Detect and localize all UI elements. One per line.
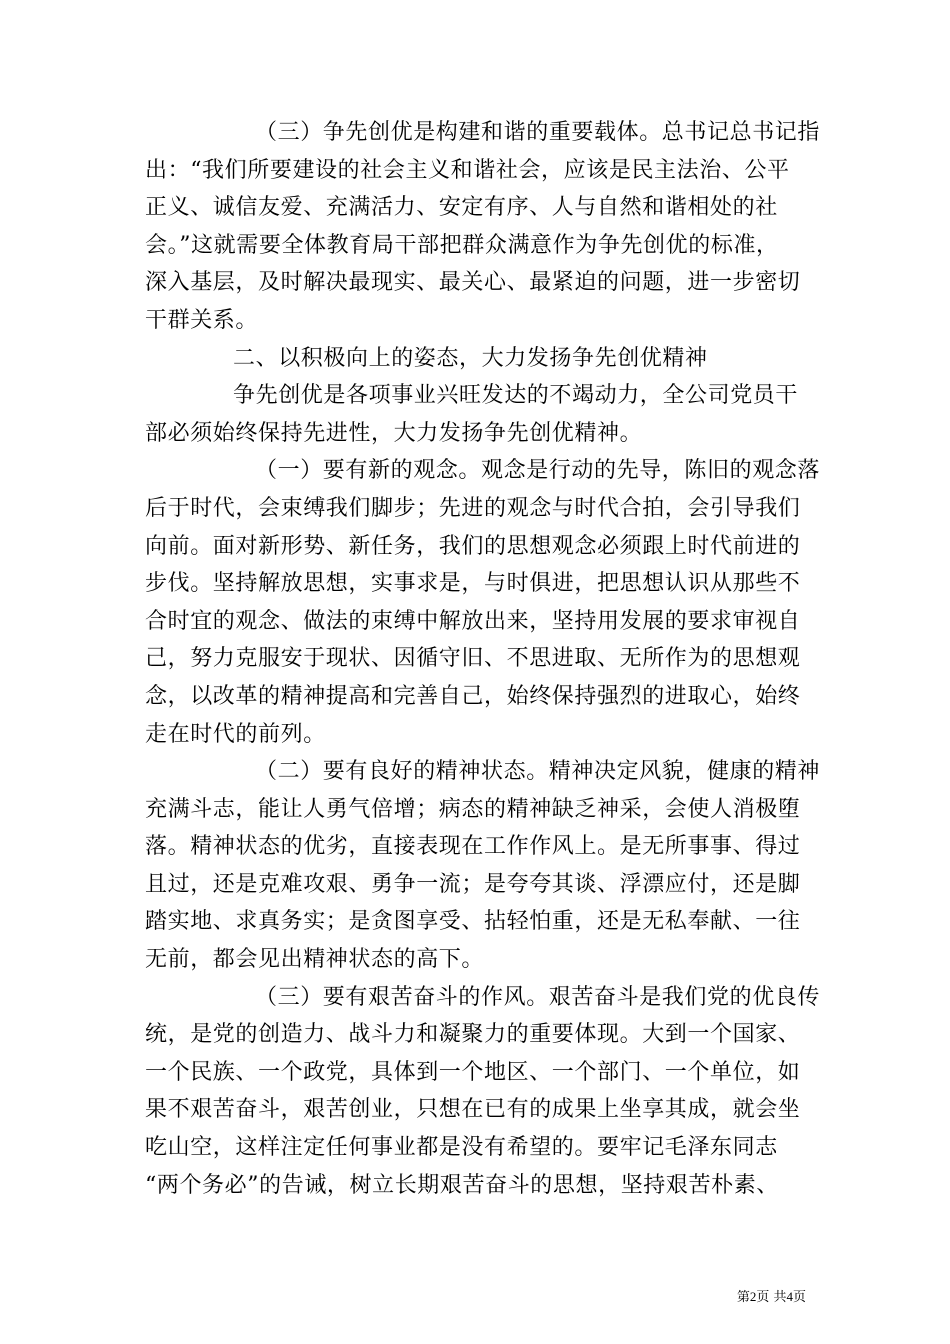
text-line: 正义、诚信友爱、充满活力、安定有序、人与自然和谐相处的社 <box>145 195 778 221</box>
footer-prefix: 第 <box>736 1290 750 1305</box>
text-line: 出：“我们所要建设的社会主义和谐社会，应该是民主法治、公平 <box>145 157 790 183</box>
section-heading: 二、以积极向上的姿态，大力发扬争先创优精神 <box>233 345 708 371</box>
text-line: 一个民族、一个政党，具体到一个地区、一个部门、一个单位，如 <box>145 1059 801 1085</box>
text-line: 后于时代，会束缚我们脚步；先进的观念与时代合拍，会引导我们 <box>145 495 801 521</box>
text-line: 部必须始终保持先进性，大力发扬争先创优精神。 <box>145 420 643 446</box>
text-line: 走在时代的前列。 <box>145 721 326 747</box>
current-page-number: 2 <box>749 1289 757 1304</box>
text-line: 争先创优是各项事业兴旺发达的不竭动力，全公司党员干 <box>233 383 799 409</box>
text-line: 干群关系。 <box>145 307 259 333</box>
footer-middle: 页 共 <box>756 1290 787 1305</box>
text-line: 合时宜的观念、做法的束缚中解放出来，坚持用发展的要求审视自 <box>145 608 801 634</box>
text-line: 且过，还是克难攻艰、勇争一流；是夸夸其谈、浮漂应付，还是脚 <box>145 871 801 897</box>
text-line: 无前，都会见出精神状态的高下。 <box>145 947 485 973</box>
text-line: 果不艰苦奋斗，艰苦创业，只想在已有的成果上坐享其成，就会坐 <box>145 1097 801 1123</box>
text-line: （三）争先创优是构建和谐的重要载体。总书记总书记指 <box>255 120 821 145</box>
text-line: 统，是党的创造力、战斗力和凝聚力的重要体现。大到一个国家、 <box>145 1022 801 1048</box>
text-line: 落。精神状态的优劣，直接表现在工作作风上。是无所事事、得过 <box>145 834 801 860</box>
text-line: 步伐。坚持解放思想，实事求是，与时俱进，把思想认识从那些不 <box>145 571 801 597</box>
footer-suffix: 页 <box>792 1290 806 1305</box>
text-line: （二）要有良好的精神状态。精神决定风貌，健康的精神 <box>255 759 821 785</box>
text-line: 踏实地、求真务实；是贪图享受、拈轻怕重，还是无私奉献、一往 <box>145 909 801 935</box>
total-pages-number: 4 <box>786 1289 793 1304</box>
text-line: （一）要有新的观念。观念是行动的先导，陈旧的观念落 <box>255 458 821 484</box>
text-line: 会。”这就需要全体教育局干部把群众满意作为争先创优的标准， <box>145 232 779 258</box>
text-line: 充满斗志，能让人勇气倍增；病态的精神缺乏神采，会使人消极堕 <box>145 796 801 822</box>
page-footer <box>737 1288 806 1307</box>
text-line: 向前。面对新形势、新任务，我们的思想观念必须跟上时代前进的 <box>145 533 801 559</box>
text-line: （三）要有艰苦奋斗的作风。艰苦奋斗是我们党的优良传 <box>255 984 821 1010</box>
text-line: 深入基层，及时解决最现实、最关心、最紧迫的问题，进一步密切 <box>145 270 801 296</box>
text-line: 吃山空，这样注定任何事业都是没有希望的。要牢记毛泽东同志 <box>145 1135 778 1161</box>
text-line: 念，以改革的精神提高和完善自己，始终保持强烈的进取心，始终 <box>145 683 801 709</box>
document-body <box>145 114 821 1204</box>
text-line: “两个务必”的告诫，树立长期艰苦奋斗的思想，坚持艰苦朴素、 <box>145 1172 779 1198</box>
text-line: 己，努力克服安于现状、因循守旧、不思进取、无所作为的思想观 <box>145 646 801 672</box>
